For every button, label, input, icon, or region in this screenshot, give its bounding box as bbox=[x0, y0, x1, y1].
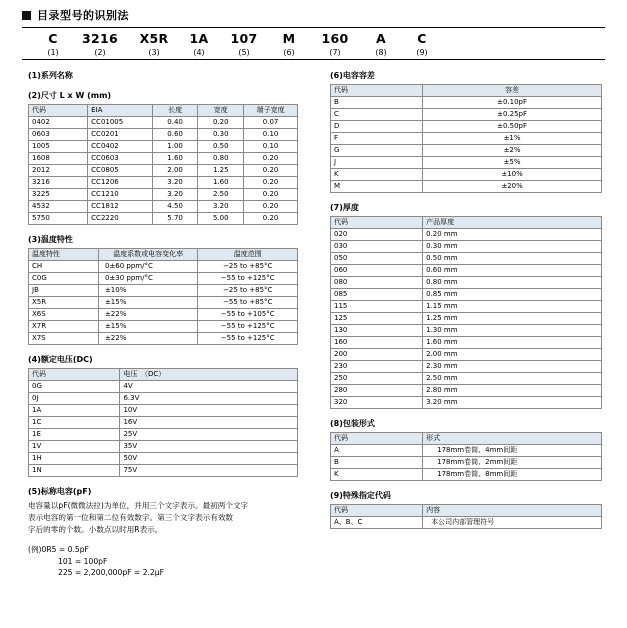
cell: ±15% bbox=[98, 321, 198, 333]
table-row bbox=[29, 273, 298, 285]
section-3-title: (3)温度特性 bbox=[28, 235, 73, 244]
cell: 030 bbox=[331, 241, 423, 253]
cell: 0.07 bbox=[244, 117, 298, 129]
cell: ±1% bbox=[423, 133, 602, 145]
cell: 2.80 mm bbox=[423, 385, 602, 397]
cell: −55 to +85°C bbox=[198, 297, 298, 309]
table-row bbox=[331, 289, 602, 301]
temp-col-char: 温度特性 bbox=[29, 249, 99, 261]
cell: 1.25 mm bbox=[423, 313, 602, 325]
spc-col-content: 内容 bbox=[423, 505, 602, 517]
capacitance-example bbox=[28, 544, 298, 578]
cell: −55 to +125°C bbox=[198, 321, 298, 333]
cell: 250 bbox=[331, 373, 423, 385]
cell: 3.20 bbox=[152, 177, 198, 189]
cell: 280 bbox=[331, 385, 423, 397]
document-page bbox=[0, 7, 627, 628]
table-row bbox=[331, 361, 602, 373]
table-row bbox=[331, 313, 602, 325]
cell: 2012 bbox=[29, 165, 88, 177]
cell: 0±60 ppm/°C bbox=[98, 261, 198, 273]
cell: 178mm卷筒、8mm间距 bbox=[423, 469, 602, 481]
section-rated-voltage bbox=[28, 354, 298, 477]
cell: 1H bbox=[29, 453, 120, 465]
cell: CC0805 bbox=[88, 165, 153, 177]
table-row bbox=[29, 285, 298, 297]
code-segment-9: C bbox=[417, 31, 427, 46]
cell: 0.50 bbox=[198, 141, 244, 153]
capacitance-line-2: 表示电容的第一位和第二位有效数字。第三个文字表示有效数 bbox=[28, 512, 234, 522]
code-segment-7: 160 bbox=[321, 31, 349, 46]
code-segment-2: 3216 bbox=[82, 31, 118, 46]
section-special-code bbox=[330, 490, 602, 529]
cell: 0.20 bbox=[244, 189, 298, 201]
cell: 0.20 bbox=[244, 201, 298, 213]
cell: CC1210 bbox=[88, 189, 153, 201]
cell: 0.50 mm bbox=[423, 253, 602, 265]
cell: 5.70 bbox=[152, 213, 198, 225]
cell: CC0201 bbox=[88, 129, 153, 141]
cell: 130 bbox=[331, 325, 423, 337]
page-title-row bbox=[22, 7, 627, 23]
table-row bbox=[29, 177, 298, 189]
cell: 0G bbox=[29, 381, 120, 393]
cell: A bbox=[331, 445, 423, 457]
code-index-9: (9) bbox=[416, 48, 428, 57]
cell: 3.20 bbox=[152, 189, 198, 201]
bullet-square-icon bbox=[22, 11, 31, 20]
table-row bbox=[331, 301, 602, 313]
code-segment-6: M bbox=[282, 31, 296, 46]
cell: ±10% bbox=[423, 169, 602, 181]
part-number-indices bbox=[22, 48, 605, 57]
code-segment-3: X5R bbox=[139, 31, 169, 46]
cell: 5750 bbox=[29, 213, 88, 225]
cell: 178mm卷筒、4mm间距 bbox=[423, 445, 602, 457]
cell: 50V bbox=[120, 453, 298, 465]
code-segment-1: C bbox=[48, 31, 58, 46]
section-4-title: (4)额定电压(DC) bbox=[28, 355, 93, 364]
table-row bbox=[331, 397, 602, 409]
cell: C bbox=[331, 109, 423, 121]
table-row bbox=[29, 213, 298, 225]
cell: 1.60 mm bbox=[423, 337, 602, 349]
capacitance-line-1: 电容量以pF(微微法拉)为单位，并用三个文字表示。最初两个文字 bbox=[28, 501, 249, 510]
voltage-table bbox=[28, 368, 298, 477]
tolerance-table bbox=[330, 84, 602, 193]
size-col-eia: EIA bbox=[88, 105, 153, 117]
cell: 178mm卷筒、2mm间距 bbox=[423, 457, 602, 469]
cell: 085 bbox=[331, 289, 423, 301]
cell: 75V bbox=[120, 465, 298, 477]
cell: 050 bbox=[331, 253, 423, 265]
cell: 3.20 mm bbox=[423, 397, 602, 409]
cell: 0.80 bbox=[198, 153, 244, 165]
pkg-col-code: 代码 bbox=[331, 433, 423, 445]
cell: 6.3V bbox=[120, 393, 298, 405]
section-6-title: (6)电容容差 bbox=[330, 71, 375, 80]
table-row bbox=[331, 181, 602, 193]
table-row bbox=[331, 265, 602, 277]
table-row bbox=[29, 261, 298, 273]
example-label: (例) bbox=[28, 545, 42, 555]
cell: X5R bbox=[29, 297, 99, 309]
packaging-table bbox=[330, 432, 602, 481]
cell: 060 bbox=[331, 265, 423, 277]
code-index-5: (5) bbox=[238, 48, 250, 57]
table-row bbox=[331, 229, 602, 241]
capacitance-line-3: 字后的零的个数。小数点以时用R表示。 bbox=[28, 524, 163, 534]
part-number-band bbox=[22, 27, 605, 60]
left-column bbox=[28, 70, 298, 587]
cell: 4.50 bbox=[152, 201, 198, 213]
cell: 3225 bbox=[29, 189, 88, 201]
volt-col-voltage: 电压 （DC） bbox=[120, 369, 298, 381]
table-row bbox=[331, 109, 602, 121]
cell: CC2220 bbox=[88, 213, 153, 225]
cell: ±5% bbox=[423, 157, 602, 169]
cell: 0.20 bbox=[244, 213, 298, 225]
cell: 230 bbox=[331, 361, 423, 373]
cell: 0.20 bbox=[244, 177, 298, 189]
cell: ±15% bbox=[98, 297, 198, 309]
cell: 1.00 bbox=[152, 141, 198, 153]
cell: 0.20 bbox=[244, 165, 298, 177]
temp-col-coeff: 温度系数或电容变化率 bbox=[98, 249, 198, 261]
size-table bbox=[28, 104, 298, 225]
cell: CC01005 bbox=[88, 117, 153, 129]
cell: ±22% bbox=[98, 309, 198, 321]
code-index-6: (6) bbox=[283, 48, 295, 57]
table-header-row bbox=[29, 369, 298, 381]
cell: 0402 bbox=[29, 117, 88, 129]
code-index-1: (1) bbox=[47, 48, 59, 57]
cell: B bbox=[331, 457, 423, 469]
section-1-title: (1)系列名称 bbox=[28, 71, 73, 80]
cell: 1.30 mm bbox=[423, 325, 602, 337]
cell: 5.00 bbox=[198, 213, 244, 225]
thickness-table bbox=[330, 216, 602, 409]
table-row bbox=[29, 189, 298, 201]
code-index-7: (7) bbox=[329, 48, 341, 57]
code-index-4: (4) bbox=[193, 48, 205, 57]
cell: 1005 bbox=[29, 141, 88, 153]
special-code-table bbox=[330, 504, 602, 529]
table-row bbox=[29, 165, 298, 177]
table-header-row bbox=[331, 217, 602, 229]
cell: 1E bbox=[29, 429, 120, 441]
cell: 2.00 mm bbox=[423, 349, 602, 361]
table-row bbox=[331, 133, 602, 145]
cell: CC1812 bbox=[88, 201, 153, 213]
cell: K bbox=[331, 169, 423, 181]
table-row bbox=[331, 277, 602, 289]
cell: 1V bbox=[29, 441, 120, 453]
part-number-codes bbox=[22, 31, 605, 46]
cell: 0.20 mm bbox=[423, 229, 602, 241]
example-line-2: 101 = 100pF bbox=[58, 556, 108, 566]
capacitance-description bbox=[28, 500, 298, 535]
cell: CC0402 bbox=[88, 141, 153, 153]
cell: D bbox=[331, 121, 423, 133]
example-line-3: 225 = 2,200,000pF = 2.2μF bbox=[58, 568, 164, 578]
cell: ±0.50pF bbox=[423, 121, 602, 133]
size-col-width: 宽度 bbox=[198, 105, 244, 117]
size-col-terminal-width: 端子宽度 bbox=[244, 105, 298, 117]
cell: 1.25 bbox=[198, 165, 244, 177]
cell: 0.60 mm bbox=[423, 265, 602, 277]
cell: ±22% bbox=[98, 333, 198, 345]
page-title: 目录型号的识别法 bbox=[37, 9, 129, 22]
cell: 080 bbox=[331, 277, 423, 289]
code-segment-4: 1A bbox=[189, 31, 209, 46]
cell: 0.20 bbox=[198, 117, 244, 129]
cell: 1.60 bbox=[152, 153, 198, 165]
volt-col-code: 代码 bbox=[29, 369, 120, 381]
table-row bbox=[331, 169, 602, 181]
cell: 1N bbox=[29, 465, 120, 477]
cell: CH bbox=[29, 261, 99, 273]
table-row bbox=[29, 117, 298, 129]
section-9-title: (9)特殊指定代码 bbox=[330, 491, 391, 500]
size-col-code: 代码 bbox=[29, 105, 88, 117]
thk-col-thickness: 产品厚度 bbox=[423, 217, 602, 229]
table-row bbox=[29, 333, 298, 345]
table-row bbox=[331, 469, 602, 481]
thk-col-code: 代码 bbox=[331, 217, 423, 229]
cell: K bbox=[331, 469, 423, 481]
cell: 16V bbox=[120, 417, 298, 429]
cell: 125 bbox=[331, 313, 423, 325]
cell: 2.00 bbox=[152, 165, 198, 177]
section-2-title: (2)尺寸 L x W (mm) bbox=[28, 91, 112, 100]
right-column bbox=[330, 70, 602, 538]
cell: 160 bbox=[331, 337, 423, 349]
table-row bbox=[29, 153, 298, 165]
section-size bbox=[28, 90, 298, 225]
tol-col-code: 代码 bbox=[331, 85, 423, 97]
cell: −55 to +125°C bbox=[198, 333, 298, 345]
table-row bbox=[29, 417, 298, 429]
cell: CC1206 bbox=[88, 177, 153, 189]
section-thickness bbox=[330, 202, 602, 409]
cell: CC0603 bbox=[88, 153, 153, 165]
cell: 1.15 mm bbox=[423, 301, 602, 313]
table-row bbox=[331, 517, 602, 529]
table-header-row bbox=[29, 249, 298, 261]
table-row bbox=[29, 297, 298, 309]
section-7-title: (7)厚度 bbox=[330, 203, 359, 212]
cell: 200 bbox=[331, 349, 423, 361]
code-index-8: (8) bbox=[375, 48, 387, 57]
table-row bbox=[331, 349, 602, 361]
cell: 020 bbox=[331, 229, 423, 241]
cell: 2.30 mm bbox=[423, 361, 602, 373]
cell: 0.30 bbox=[198, 129, 244, 141]
table-row bbox=[29, 453, 298, 465]
example-line-1 bbox=[28, 544, 298, 555]
cell: 2.50 bbox=[198, 189, 244, 201]
section-nominal-capacitance bbox=[28, 486, 298, 578]
table-row bbox=[29, 201, 298, 213]
cell: F bbox=[331, 133, 423, 145]
cell: 0±30 ppm/°C bbox=[98, 273, 198, 285]
table-row bbox=[29, 129, 298, 141]
cell: A、B、C bbox=[331, 517, 423, 529]
cell: −55 to +125°C bbox=[198, 273, 298, 285]
section-8-title: (8)包装形式 bbox=[330, 419, 375, 428]
table-row bbox=[331, 121, 602, 133]
cell: 0.80 mm bbox=[423, 277, 602, 289]
table-row bbox=[29, 405, 298, 417]
cell: 0.20 bbox=[244, 153, 298, 165]
section-temperature bbox=[28, 234, 298, 345]
table-row bbox=[331, 445, 602, 457]
cell: 本公司内部管理符号 bbox=[423, 517, 602, 529]
table-row bbox=[29, 465, 298, 477]
cell: ±20% bbox=[423, 181, 602, 193]
cell: ±2% bbox=[423, 145, 602, 157]
table-row bbox=[331, 241, 602, 253]
table-row bbox=[331, 325, 602, 337]
temperature-table bbox=[28, 248, 298, 345]
table-row bbox=[331, 337, 602, 349]
table-header-row bbox=[29, 105, 298, 117]
size-col-length: 长度 bbox=[152, 105, 198, 117]
cell: −25 to +85°C bbox=[198, 261, 298, 273]
cell: ±0.10pF bbox=[423, 97, 602, 109]
cell: 1A bbox=[29, 405, 120, 417]
cell: 0.30 mm bbox=[423, 241, 602, 253]
table-header-row bbox=[331, 85, 602, 97]
code-segment-5: 107 bbox=[230, 31, 258, 46]
table-row bbox=[331, 385, 602, 397]
table-header-row bbox=[331, 433, 602, 445]
cell: X7R bbox=[29, 321, 99, 333]
cell: 3.20 bbox=[198, 201, 244, 213]
cell: −55 to +105°C bbox=[198, 309, 298, 321]
temp-col-range: 温度范围 bbox=[198, 249, 298, 261]
table-row bbox=[29, 309, 298, 321]
cell: C0G bbox=[29, 273, 99, 285]
tol-col-tolerance: 容差 bbox=[423, 85, 602, 97]
example-value-1: 0R5 = 0.5pF bbox=[41, 545, 89, 555]
cell: 0.10 bbox=[244, 129, 298, 141]
section-tolerance bbox=[330, 70, 602, 193]
table-row bbox=[29, 321, 298, 333]
cell: X6S bbox=[29, 309, 99, 321]
table-row bbox=[331, 145, 602, 157]
cell: M bbox=[331, 181, 423, 193]
cell: 2.50 mm bbox=[423, 373, 602, 385]
code-index-2: (2) bbox=[94, 48, 106, 57]
cell: B bbox=[331, 97, 423, 109]
table-row bbox=[29, 429, 298, 441]
table-header-row bbox=[331, 505, 602, 517]
cell: 10V bbox=[120, 405, 298, 417]
table-row bbox=[331, 97, 602, 109]
table-row bbox=[29, 381, 298, 393]
table-row bbox=[331, 253, 602, 265]
table-row bbox=[29, 441, 298, 453]
table-row bbox=[29, 393, 298, 405]
spc-col-code: 代码 bbox=[331, 505, 423, 517]
cell: X7S bbox=[29, 333, 99, 345]
cell: 0J bbox=[29, 393, 120, 405]
cell: 25V bbox=[120, 429, 298, 441]
table-row bbox=[331, 157, 602, 169]
cell: 4V bbox=[120, 381, 298, 393]
section-series-name bbox=[28, 70, 298, 81]
cell: JB bbox=[29, 285, 99, 297]
section-packaging bbox=[330, 418, 602, 481]
cell: G bbox=[331, 145, 423, 157]
cell: 115 bbox=[331, 301, 423, 313]
cell: ±10% bbox=[98, 285, 198, 297]
cell: 0.60 bbox=[152, 129, 198, 141]
cell: J bbox=[331, 157, 423, 169]
cell: 1.60 bbox=[198, 177, 244, 189]
code-index-3: (3) bbox=[148, 48, 160, 57]
cell: 3216 bbox=[29, 177, 88, 189]
cell: 0.85 mm bbox=[423, 289, 602, 301]
cell: 0.10 bbox=[244, 141, 298, 153]
cell: 35V bbox=[120, 441, 298, 453]
cell: −25 to +85°C bbox=[198, 285, 298, 297]
cell: 4532 bbox=[29, 201, 88, 213]
table-row bbox=[331, 457, 602, 469]
pkg-col-form: 形式 bbox=[423, 433, 602, 445]
code-segment-8: A bbox=[376, 31, 386, 46]
cell: 320 bbox=[331, 397, 423, 409]
section-5-title: (5)标称电容(pF) bbox=[28, 487, 92, 496]
cell: 1608 bbox=[29, 153, 88, 165]
cell: 0.40 bbox=[152, 117, 198, 129]
table-row bbox=[331, 373, 602, 385]
cell: 1C bbox=[29, 417, 120, 429]
cell: ±0.25pF bbox=[423, 109, 602, 121]
table-row bbox=[29, 141, 298, 153]
cell: 0603 bbox=[29, 129, 88, 141]
